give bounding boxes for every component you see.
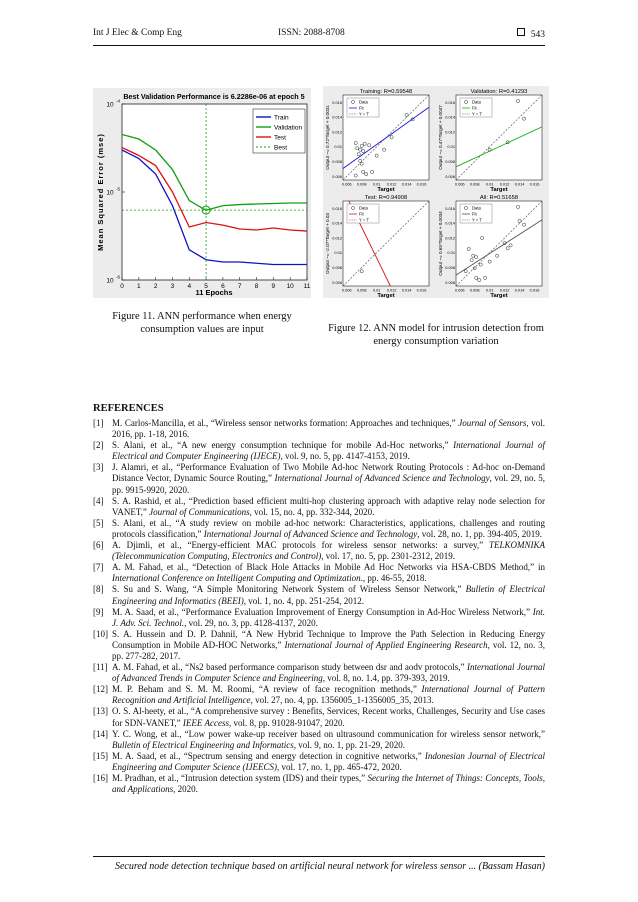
figure-11 bbox=[93, 88, 311, 298]
y-tick-label: 0.006 bbox=[332, 279, 342, 285]
legend-fit: Fit bbox=[359, 211, 364, 217]
x-tick-label: 1 bbox=[137, 283, 141, 290]
y-tick-label: 0.008 bbox=[445, 159, 455, 165]
x-tick-label: 2 bbox=[153, 283, 158, 290]
reference-venue: International Conference on Intelligent Computing and Optimization bbox=[112, 573, 361, 584]
x-tick-label: 0.012 bbox=[386, 287, 397, 293]
x-tick-label: 0.014 bbox=[514, 287, 525, 293]
reference-text bbox=[112, 751, 545, 773]
y-tick-exponent: -6 bbox=[116, 274, 121, 280]
reference-number: [15] bbox=[93, 750, 108, 761]
x-tick-label: 0.006 bbox=[454, 181, 465, 187]
reference-item bbox=[93, 584, 545, 606]
x-tick-label: 0.01 bbox=[372, 287, 381, 293]
caption-line: Figure 12. ANN model for intrusion detection from bbox=[328, 323, 544, 334]
reference-venue: International Journal of Advanced Trends in Computer Science and Engineering bbox=[112, 662, 545, 684]
reference-number: [9] bbox=[93, 606, 104, 617]
running-header bbox=[93, 28, 545, 40]
y-tick-label: 0.01 bbox=[447, 144, 455, 150]
reference-number: [4] bbox=[93, 495, 104, 506]
x-tick-label: 0.008 bbox=[356, 287, 367, 293]
legend-best: Best bbox=[274, 144, 288, 152]
reference-venue: International Journal of Electrical and Computer Engineering (IJECE) bbox=[112, 440, 545, 462]
figure-12-caption bbox=[323, 322, 549, 348]
reference-authors-title: S. A. Hussein and D. P. Dahnil, “A New Hybrid Technique to Improve the Path Selection in Reducing Energy Consumption in Mobile AD-HOC Networks,” bbox=[112, 628, 545, 650]
reference-number: [3] bbox=[93, 462, 104, 473]
x-tick-label: 0.014 bbox=[514, 181, 525, 187]
legend-identity: Y = T bbox=[472, 217, 482, 223]
reference-text bbox=[112, 684, 545, 706]
x-tick-label: 0.012 bbox=[386, 181, 397, 187]
reference-number: [6] bbox=[93, 540, 104, 551]
reference-item bbox=[93, 440, 545, 462]
y-tick-label: 0.006 bbox=[332, 173, 342, 179]
x-tick-label: 4 bbox=[187, 283, 192, 290]
reference-details: , vol. 29, no. 3, pp. 4128-4137, 2020. bbox=[184, 617, 318, 628]
panel-y-label: Output ~= -2.07*Target + 0.03 bbox=[325, 213, 330, 274]
panel-x-label: Target bbox=[377, 187, 395, 193]
panel-y-label: Output ~= 0.65*Target + 0.0034 bbox=[438, 211, 443, 276]
reference-item bbox=[93, 562, 545, 584]
x-tick-label: 7 bbox=[237, 283, 242, 290]
panel-title: Training: R=0.59548 bbox=[359, 89, 413, 95]
x-tick-label: 0.006 bbox=[341, 181, 352, 187]
page-number-group bbox=[517, 28, 545, 40]
legend-identity: Y = T bbox=[359, 217, 369, 223]
x-tick-label: 0.016 bbox=[416, 181, 427, 187]
x-tick-label: 9 bbox=[271, 283, 276, 290]
y-tick-label: 0.014 bbox=[332, 220, 342, 226]
x-tick-label: 0.016 bbox=[416, 287, 427, 293]
reference-details: , vol. 15, no. 4, pp. 332-344, 2020. bbox=[249, 506, 375, 517]
reference-authors-title: A. Djimli, et al., “Energy-efficient MAC protocols for wireless sensor networks: a survey,” bbox=[112, 540, 489, 551]
reference-venue: Int. J. Adv. Sci. Technol. bbox=[112, 606, 545, 628]
caption-line: energy consumption variation bbox=[373, 336, 499, 347]
reference-number: [12] bbox=[93, 684, 108, 695]
reference-number: [2] bbox=[93, 440, 104, 451]
reference-text bbox=[112, 607, 545, 629]
x-tick-label: 0.014 bbox=[401, 181, 412, 187]
legend-identity: Y = T bbox=[359, 111, 369, 117]
reference-authors-title: M. A. Saad, et al., “Performance Evaluation Improvement of Energy Consumption in Ad-Hoc Wireless Network,” bbox=[112, 606, 533, 617]
x-tick-label: 11 bbox=[303, 283, 311, 290]
y-tick-label: 0.012 bbox=[332, 235, 342, 241]
reference-details: , vol. 9, no. 5, pp. 4147-4153, 2019. bbox=[280, 451, 410, 462]
reference-text bbox=[112, 584, 545, 606]
reference-details: , vol. 27, no. 4, pp. 1356005_1-1356005_35, 2013. bbox=[250, 695, 434, 706]
reference-text bbox=[112, 518, 545, 540]
reference-authors-title: M. Pradhan, et al., “Intrusion detection system (IDS) and their types,” bbox=[112, 773, 368, 783]
reference-text bbox=[112, 496, 545, 518]
y-tick-label: 0.012 bbox=[445, 235, 455, 241]
reference-item bbox=[93, 496, 545, 518]
y-tick-label: 0.016 bbox=[332, 205, 342, 211]
legend-validation: Validation bbox=[274, 124, 303, 132]
y-tick-label: 0.01 bbox=[334, 144, 342, 150]
x-tick-label: 0.016 bbox=[529, 181, 540, 187]
x-tick-label: 0.016 bbox=[529, 287, 540, 293]
reference-number: [10] bbox=[93, 628, 108, 639]
y-tick-label: 0.008 bbox=[445, 265, 455, 271]
reference-item bbox=[93, 629, 545, 662]
x-tick-label: 0.01 bbox=[485, 287, 494, 293]
reference-number: [8] bbox=[93, 584, 104, 595]
panel-title: All: R=0.51658 bbox=[479, 195, 519, 201]
y-tick-exponent: -4 bbox=[116, 98, 121, 104]
reference-number: [14] bbox=[93, 728, 108, 739]
plot-title: Best Validation Performance is 6.2286e-06 at epoch 5 bbox=[123, 92, 305, 101]
reference-authors-title: O. S. Al-heety, et al., “A comprehensive survey : Benefits, Services, Recent works, Challenges, Security and Use cases for SDN-VANET,” bbox=[112, 706, 545, 728]
caption-line: Figure 11. ANN performance when energy bbox=[112, 311, 292, 322]
reference-text bbox=[112, 706, 545, 728]
reference-authors-title: S. Su and S. Wang, “A Simple Monitoring Network System of Wireless Sensor Network,” bbox=[112, 584, 466, 595]
reference-venue: Securing the Internet of Things: Concepts, Tools, and Applications bbox=[112, 773, 545, 795]
reference-details: , vol. 9, no. 1, pp. 21-29, 2020. bbox=[293, 739, 405, 750]
reference-text bbox=[112, 540, 545, 562]
x-tick-label: 8 bbox=[254, 283, 259, 290]
y-tick-label: 0.012 bbox=[332, 129, 342, 135]
reference-item bbox=[93, 607, 545, 629]
y-tick-label: 0.016 bbox=[445, 99, 455, 105]
x-axis-label: 11 Epochs bbox=[195, 288, 233, 297]
y-tick-label: 10 bbox=[106, 189, 114, 197]
y-tick-label: 0.016 bbox=[445, 205, 455, 211]
reference-venue: IEEE Access bbox=[182, 717, 229, 728]
reference-item bbox=[93, 462, 545, 495]
x-tick-label: 0.006 bbox=[341, 287, 352, 293]
panel-x-label: Target bbox=[490, 187, 508, 193]
legend-data: Data bbox=[472, 205, 481, 211]
x-tick-label: 0.012 bbox=[499, 287, 510, 293]
legend bbox=[253, 109, 305, 153]
reference-details: , vol. 17, no. 5, pp. 2301-2312, 2019. bbox=[321, 551, 455, 562]
reference-details: , vol. 2016, pp. 1-18, 2016. bbox=[112, 418, 545, 440]
reference-authors-title: A. M. Fahad, et al., “Ns2 based performance comparison study between dsr and aodv protocols,” bbox=[112, 662, 468, 673]
legend-data: Data bbox=[359, 99, 368, 105]
reference-item bbox=[93, 540, 545, 562]
legend-test: Test bbox=[274, 134, 286, 142]
issn: ISSN: 2088-8708 bbox=[278, 28, 345, 38]
reference-authors-title: M. P. Beham and S. M. M. Roomi, “A review of face recognition methods,” bbox=[112, 684, 422, 695]
reference-venue: International Journal of Applied Engineering Research bbox=[284, 639, 488, 650]
x-tick-label: 0.014 bbox=[401, 287, 412, 293]
y-tick-label: 10 bbox=[106, 277, 114, 285]
figure-11-caption bbox=[93, 310, 311, 336]
reference-venue: International Journal of Pattern Recognition and Artificial Intelligence bbox=[112, 684, 545, 706]
reference-authors-title: S. Alani, et al., “A new energy consumption technique for mobile Ad-Hoc networks,” bbox=[112, 440, 454, 451]
reference-authors-title: M. A. Saad, et al., “Spectrum sensing and energy detection in cognitive networks,” bbox=[112, 750, 425, 761]
x-tick-label: 0.006 bbox=[454, 287, 465, 293]
y-tick-label: 0.014 bbox=[445, 114, 455, 120]
legend-train: Train bbox=[274, 114, 289, 122]
y-tick-exponent: -5 bbox=[116, 186, 121, 192]
panel-y-label: Output ~= 0.72*Target + 0.0031 bbox=[325, 105, 330, 170]
reference-item bbox=[93, 729, 545, 751]
reference-item bbox=[93, 684, 545, 706]
reference-text bbox=[112, 440, 545, 462]
reference-item bbox=[93, 418, 545, 440]
reference-authors-title: M. Carlos-Mancilla, et al., “Wireless sensor networks formation: Approaches and techniques,” bbox=[112, 418, 459, 428]
y-tick-label: 0.008 bbox=[332, 159, 342, 165]
performance-plot bbox=[93, 88, 311, 298]
reference-details: ., pp. 46-55, 2018. bbox=[360, 573, 427, 584]
reference-number: [5] bbox=[93, 517, 104, 528]
reference-text bbox=[112, 562, 545, 584]
y-tick-label: 0.014 bbox=[332, 114, 342, 120]
reference-item bbox=[93, 751, 545, 773]
x-tick-label: 10 bbox=[286, 283, 294, 290]
reference-details: , vol. 8, pp. 91028-91047, 2020. bbox=[228, 717, 345, 728]
x-tick-label: 0.008 bbox=[469, 181, 480, 187]
reference-number: [7] bbox=[93, 562, 104, 573]
reference-venue: Journal of Communications bbox=[149, 506, 250, 517]
y-tick-label: 0.008 bbox=[332, 265, 342, 271]
reference-details: , vol. 29, no. 5, pp. 9915-9920, 2020. bbox=[112, 473, 545, 495]
reference-item bbox=[93, 662, 545, 684]
y-tick-label: 0.006 bbox=[445, 173, 455, 179]
running-footer: Secured node detection technique based on artificial neural network for wireless sensor ... (Bassam Hasan) bbox=[114, 861, 545, 872]
reference-venue: International Journal of Advanced Science and Technology bbox=[203, 528, 418, 539]
reference-venue: Bulletin of Electrical Engineering and Informatics bbox=[112, 739, 294, 750]
y-tick-label: 0.016 bbox=[332, 99, 342, 105]
x-tick-label: 0.01 bbox=[372, 181, 381, 187]
figure-12 bbox=[323, 86, 549, 298]
reference-authors-title: S. Alani, et al., “A study review on mobile ad-hoc network: Characteristics, applications, challenges and routing protocols classification,” bbox=[112, 517, 545, 539]
reference-text bbox=[112, 662, 545, 684]
legend-fit: Fit bbox=[472, 105, 477, 111]
panel-title: Validation: R=0.41293 bbox=[470, 89, 528, 95]
reference-number: [16] bbox=[93, 773, 108, 783]
reference-text bbox=[112, 629, 545, 662]
reference-venue: International Journal of Advanced Science and Technology bbox=[274, 473, 490, 484]
reference-venue: TELKOMNIKA (Telecommunication Computing, Electronics and Control) bbox=[112, 540, 545, 562]
x-tick-label: 6 bbox=[221, 283, 225, 290]
panel-y-label: Output ~= 0.47*Target + 0.0047 bbox=[438, 105, 443, 170]
legend-data: Data bbox=[472, 99, 481, 105]
x-tick-label: 0.008 bbox=[469, 287, 480, 293]
reference-details: , vol. 28, no. 1, pp. 394-405, 2019. bbox=[417, 528, 542, 539]
x-tick-label: 5 bbox=[204, 283, 208, 290]
reference-item bbox=[93, 518, 545, 540]
reference-number: [11] bbox=[93, 662, 108, 673]
reference-details: , vol. 17, no. 1, pp. 465-472, 2020. bbox=[276, 761, 402, 772]
x-tick-label: 0.008 bbox=[356, 181, 367, 187]
legend-fit: Fit bbox=[472, 211, 477, 217]
y-tick-label: 10 bbox=[106, 101, 114, 109]
reference-list bbox=[93, 418, 545, 795]
legend-identity: Y = T bbox=[472, 111, 482, 117]
x-tick-label: 0.01 bbox=[485, 181, 494, 187]
reference-number: [13] bbox=[93, 706, 108, 717]
regression-plots bbox=[323, 86, 549, 298]
panel-x-label: Target bbox=[377, 293, 395, 298]
reference-text bbox=[112, 729, 545, 751]
y-tick-label: 0.01 bbox=[447, 250, 455, 256]
y-tick-label: 0.006 bbox=[445, 279, 455, 285]
reference-text bbox=[112, 773, 545, 795]
reference-venue: Indonesian Journal of Electrical Engineering and Computer Science (IJEECS) bbox=[112, 750, 545, 772]
journal-abbrev: Int J Elec & Comp Eng bbox=[93, 28, 182, 38]
panel-x-label: Target bbox=[490, 293, 508, 298]
y-axis-label: Mean Squared Error (mse) bbox=[96, 133, 105, 251]
x-tick-label: 0 bbox=[120, 283, 124, 290]
header-rule bbox=[93, 45, 545, 46]
y-tick-label: 0.01 bbox=[334, 250, 342, 256]
reference-details: , vol. 12, no. 3, pp. 277-282, 2017. bbox=[112, 639, 545, 661]
reference-authors-title: S. A. Rashid, et al., “Prediction based efficient multi-hop clustering approach with adaptive relay node selection for VANET,” bbox=[112, 495, 545, 517]
reference-item bbox=[93, 773, 545, 795]
legend-data: Data bbox=[359, 205, 368, 211]
reference-item bbox=[93, 706, 545, 728]
legend-fit: Fit bbox=[359, 105, 364, 111]
x-tick-label: 3 bbox=[170, 283, 175, 290]
reference-details: , vol. 8, no. 1.4, pp. 379-393, 2019. bbox=[322, 673, 450, 684]
reference-authors-title: J. Alamri, et al., “Performance Evaluation of Two Mobile Ad-hoc Network Routing Protocols : Ad-hoc on-Demand Distance Vector, Dynamic Source Routing,” bbox=[112, 462, 545, 484]
reference-venue: Bulletin of Electrical Engineering and Informatics (BEEI) bbox=[112, 584, 546, 606]
reference-details: , 2020. bbox=[173, 784, 198, 795]
reference-number: [1] bbox=[93, 418, 104, 428]
page-number: 543 bbox=[530, 30, 545, 40]
caption-line: consumption values are input bbox=[140, 324, 264, 335]
y-tick-label: 0.012 bbox=[445, 129, 455, 135]
reference-authors-title: Y. C. Wong, et al., “Low power wake-up receiver based on ultrasound communication for wireless sensor network,” bbox=[112, 728, 545, 739]
reference-text bbox=[112, 418, 545, 440]
reference-details: , vol. 1, no. 4, pp. 251-254, 2012. bbox=[243, 595, 364, 606]
reference-venue: Journal of Sensors bbox=[458, 418, 527, 428]
x-tick-label: 0.012 bbox=[499, 181, 510, 187]
reference-text bbox=[112, 462, 545, 495]
footer-rule bbox=[93, 856, 545, 857]
checkbox-square-icon bbox=[517, 28, 525, 36]
panel-title: Test: R=0.94908 bbox=[364, 195, 408, 201]
reference-authors-title: A. M. Fahad, et al., “Detection of Black Hole Attacks in Mobile Ad Hoc Networks via HSA-CBDS Method,” in bbox=[112, 562, 545, 573]
y-tick-label: 0.014 bbox=[445, 220, 455, 226]
references-heading: REFERENCES bbox=[93, 403, 164, 414]
